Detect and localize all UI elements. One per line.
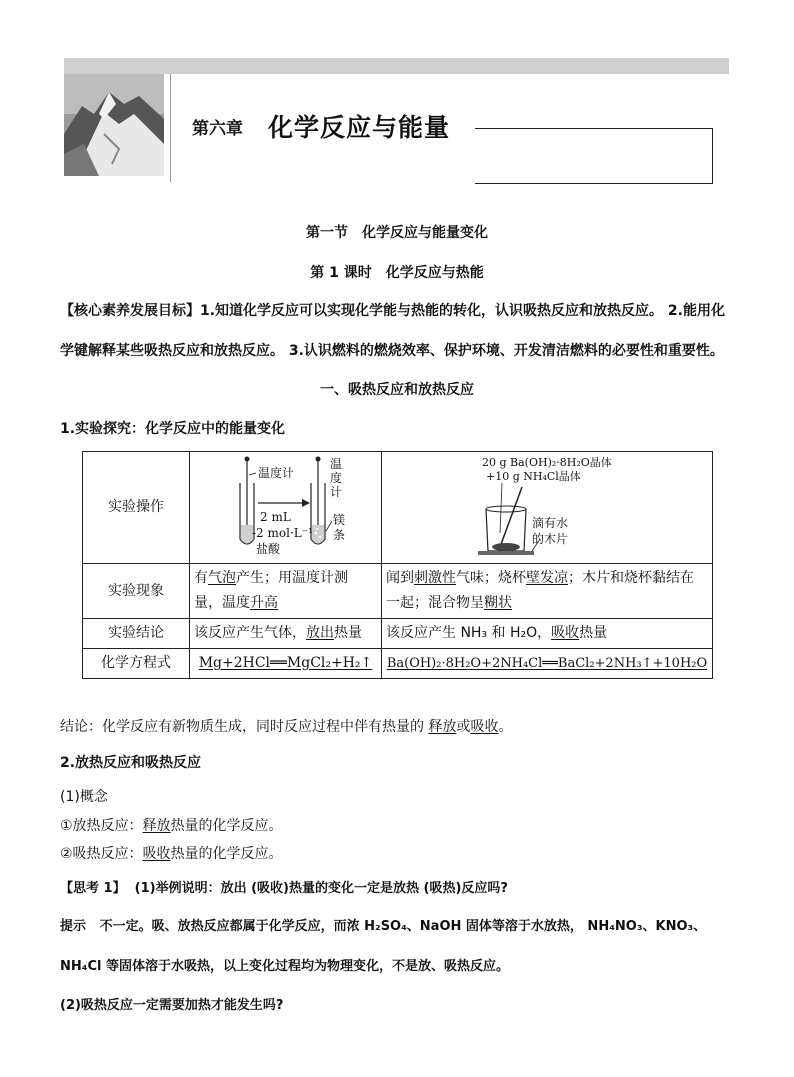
table-row (83, 649, 713, 679)
chapter-title: 化学反应与能量 (268, 113, 451, 142)
text: 气味；烧杯 (456, 570, 526, 586)
hint-line-2: NH₄Cl 等固体溶于水吸热，以上变化过程均为物理变化，不是放、吸热反应。 (60, 959, 509, 974)
banner-frame (475, 128, 713, 184)
text: ②吸热反应： (60, 846, 143, 862)
chapter-label: 第六章 (192, 119, 243, 139)
text: 不一定。吸、放热反应都属于化学反应，而浓 H₂SO₄、NaOH 固体等溶于水放热， NH₄NO₃、KNO₃、 (99, 919, 707, 934)
label-thermometer: 温度计 (258, 465, 295, 480)
label-reagent1: 20 g Ba(OH)₂·8H₂O晶体 (482, 455, 612, 469)
table-row (83, 619, 713, 649)
answer-blank: 释放 (142, 818, 171, 834)
answer-blank: 释放 (428, 719, 457, 735)
lesson-title: 第 1 课时 化学反应与热能 (310, 265, 484, 281)
answer-blank: 吸收 (551, 625, 580, 641)
exo-definition (60, 815, 283, 835)
text: 或 (456, 719, 471, 735)
label-thermometer-v1: 温 (330, 456, 343, 471)
label-board-2: 的木片 (532, 531, 569, 546)
figure-mg-hcl (190, 452, 382, 564)
banner-top-bar (64, 58, 729, 74)
item1-title: 1.实验探究：化学反应中的能量变化 (60, 421, 286, 437)
item2-title: 2.放热反应和吸热反应 (60, 755, 202, 771)
text: ①放热反应： (60, 818, 143, 834)
label-strip-2: 条 (333, 527, 346, 542)
answer-blank: 气泡 (208, 570, 236, 586)
figure-baoh2-nh4cl (382, 452, 713, 564)
section-title: 第一节 化学反应与能量变化 (306, 225, 488, 241)
conclusion-line (60, 716, 512, 736)
answer-blank: 吸收 (470, 719, 499, 735)
answer-blank: 吸收 (142, 846, 171, 862)
answer-blank: 糊状 (484, 595, 512, 611)
conclusion-left (190, 619, 382, 649)
text: 产生；用温度计测 (236, 570, 348, 586)
endo-definition (60, 843, 283, 863)
text: 闻到 (386, 570, 414, 586)
core-goals-label: 【核心素养发展目标】 (60, 303, 200, 319)
concept-title: (1)概念 (60, 789, 108, 805)
svg-text:滴有水 的木片 (532, 515, 572, 546)
label-strip-1: 镁 (333, 512, 346, 527)
equation-left (190, 649, 382, 679)
text: 有 (194, 570, 208, 586)
answer-blank: 放出 (306, 625, 334, 641)
core-goals-text1: 1.知道化学反应可以实现化学能与热能的转化，认识吸热反应和放热反应。 2.能用化 (200, 303, 725, 319)
text: 一起；混合物呈 (386, 595, 484, 611)
text: 热量 (334, 625, 362, 641)
text: 热量 (579, 625, 608, 641)
text: 热量的化学反应。 (170, 818, 283, 834)
hint-line-1 (60, 915, 706, 934)
mountain-photo (64, 74, 164, 176)
text: 该反应产生气体， (194, 625, 306, 641)
conclusion-right (382, 619, 713, 649)
row-label-phenomenon: 实验现象 (83, 564, 190, 619)
hint-label: 提示 (60, 919, 87, 934)
think-question-2: (2)吸热反应一定需要加热才能发生吗? (60, 998, 284, 1013)
core-goals-line2: 学键解释某些吸热反应和放热反应。 3.认识燃料的燃烧效率、保护环境、开发清洁燃料的必要性和重要性。 (60, 343, 724, 359)
row-label-operation: 实验操作 (83, 452, 190, 564)
text: 量，温度 (194, 595, 250, 611)
text: 。 (498, 719, 513, 735)
table-row (83, 564, 713, 619)
heading-one: 一、吸热反应和放热反应 (320, 382, 474, 398)
text: 热量的化学反应。 (170, 846, 283, 862)
row-label-equation: 化学方程式 (83, 649, 190, 679)
answer-blank: 升高 (250, 595, 278, 611)
svg-text:镁 条 (333, 512, 349, 542)
phenomenon-left (190, 564, 382, 619)
answer-blank: Ba(OH)₂·8H₂O+2NH₄Cl══BaCl₂+2NH₃↑+10H₂O (386, 656, 708, 671)
label-conc: -2 mol·L⁻¹ (252, 525, 313, 540)
label-thermometer-v2: 度 (330, 470, 343, 485)
label-board-1: 滴有水 (532, 515, 569, 530)
text: (1)举例说明：放出 (吸收)热量的变化一定是放热 (吸热)反应吗? (134, 881, 508, 896)
label-acid: 盐酸 (256, 541, 281, 556)
svg-text:温 度 计 (330, 457, 346, 499)
label-volume: 2 mL (260, 509, 291, 524)
table-row (83, 452, 713, 564)
text: 该反应产生 NH₃ 和 H₂O， (386, 625, 552, 641)
row-label-conclusion: 实验结论 (83, 619, 190, 649)
answer-blank: Mg+2HCl══MgCl₂+H₂↑ (198, 655, 373, 671)
equation-right (382, 649, 713, 679)
text: 结论：化学反应有新物质生成，同时反应过程中伴有热量的 (60, 719, 429, 735)
answer-blank: 壁发凉 (526, 570, 568, 586)
answer-blank: 刺激性 (414, 570, 456, 586)
label-thermometer-v3: 计 (330, 484, 343, 499)
label-reagent2: +10 g NH₄Cl晶体 (486, 469, 581, 483)
think-label: 【思考 1】 (60, 881, 126, 896)
text: ；木片和烧杯黏结在 (568, 570, 694, 586)
experiment-table (82, 451, 713, 679)
phenomenon-right (382, 564, 713, 619)
core-goals-line1 (60, 300, 740, 320)
think-question-1 (60, 877, 508, 896)
